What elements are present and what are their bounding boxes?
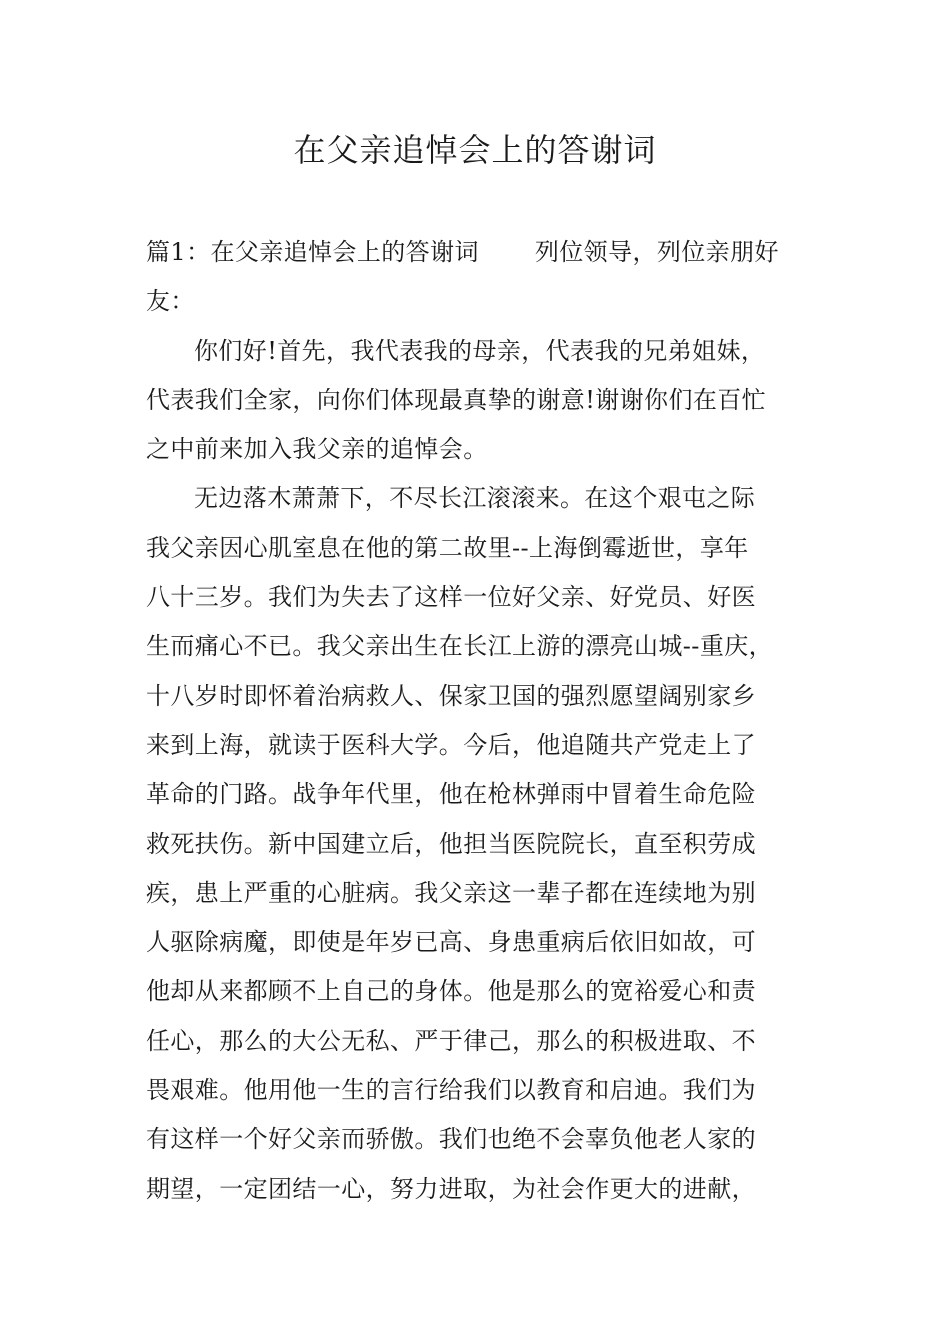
paragraph-2-line: 生而痛心不已。我父亲出生在长江上游的漂亮山城--重庆， bbox=[146, 632, 774, 661]
paragraph-2-line: 有这样一个好父亲而骄傲。我们也绝不会辜负他老人家的 bbox=[146, 1125, 756, 1154]
paragraph-2-line: 救死扶伤。新中国建立后，他担当医院院长，直至积劳成 bbox=[146, 829, 756, 858]
paragraph-2-line: 人驱除病魔，即使是年岁已高、身患重病后依旧如故，可 bbox=[146, 928, 756, 957]
paragraph-1-line: 之中前来加入我父亲的追悼会。 bbox=[146, 435, 488, 464]
salutation: 列位领导，列位亲朋好 bbox=[534, 238, 779, 266]
salutation-continued: 友： bbox=[146, 287, 195, 316]
section-heading: 篇1：在父亲追悼会上的答谢词 bbox=[146, 238, 479, 266]
paragraph-2-line: 来到上海，就读于医科大学。今后，他追随共产党走上了 bbox=[146, 730, 756, 759]
paragraph-2-line: 畏艰难。他用他一生的言行给我们以教育和启迪。我们为 bbox=[146, 1076, 756, 1105]
document-title: 在父亲追悼会上的答谢词 bbox=[293, 131, 657, 169]
paragraph-2-line: 八十三岁。我们为失去了这样一位好父亲、好党员、好医 bbox=[146, 583, 756, 612]
paragraph-1-line: 你们好!首先，我代表我的母亲，代表我的兄弟姐妹， bbox=[194, 336, 766, 365]
paragraph-1-line: 代表我们全家，向你们体现最真挚的谢意!谢谢你们在百忙 bbox=[146, 385, 767, 414]
heading-line bbox=[146, 228, 826, 277]
paragraph-2-line: 我父亲因心肌室息在他的第二故里--上海倒霉逝世，享年 bbox=[146, 533, 749, 562]
paragraph-2-line: 革命的门路。战争年代里，他在枪林弹雨中冒着生命危险 bbox=[146, 780, 756, 809]
paragraph-2-line: 期望，一定团结一心，努力进取，为社会作更大的进献， bbox=[146, 1174, 756, 1203]
paragraph-2-line: 任心，那么的大公无私、严于律己，那么的积极进取、不 bbox=[146, 1026, 756, 1055]
paragraph-2-line: 疾，患上严重的心脏病。我父亲这一辈子都在连续地为别 bbox=[146, 878, 756, 907]
document-body bbox=[146, 228, 826, 1214]
paragraph-2-line: 无边落木萧萧下，不尽长江滚滚来。在这个艰屯之际 bbox=[194, 484, 756, 513]
paragraph-2-line: 十八岁时即怀着治病救人、保家卫国的强烈愿望阔别家乡 bbox=[146, 681, 756, 710]
paragraph-2-line: 他却从来都顾不上自己的身体。他是那么的宽裕爱心和责 bbox=[146, 977, 756, 1006]
